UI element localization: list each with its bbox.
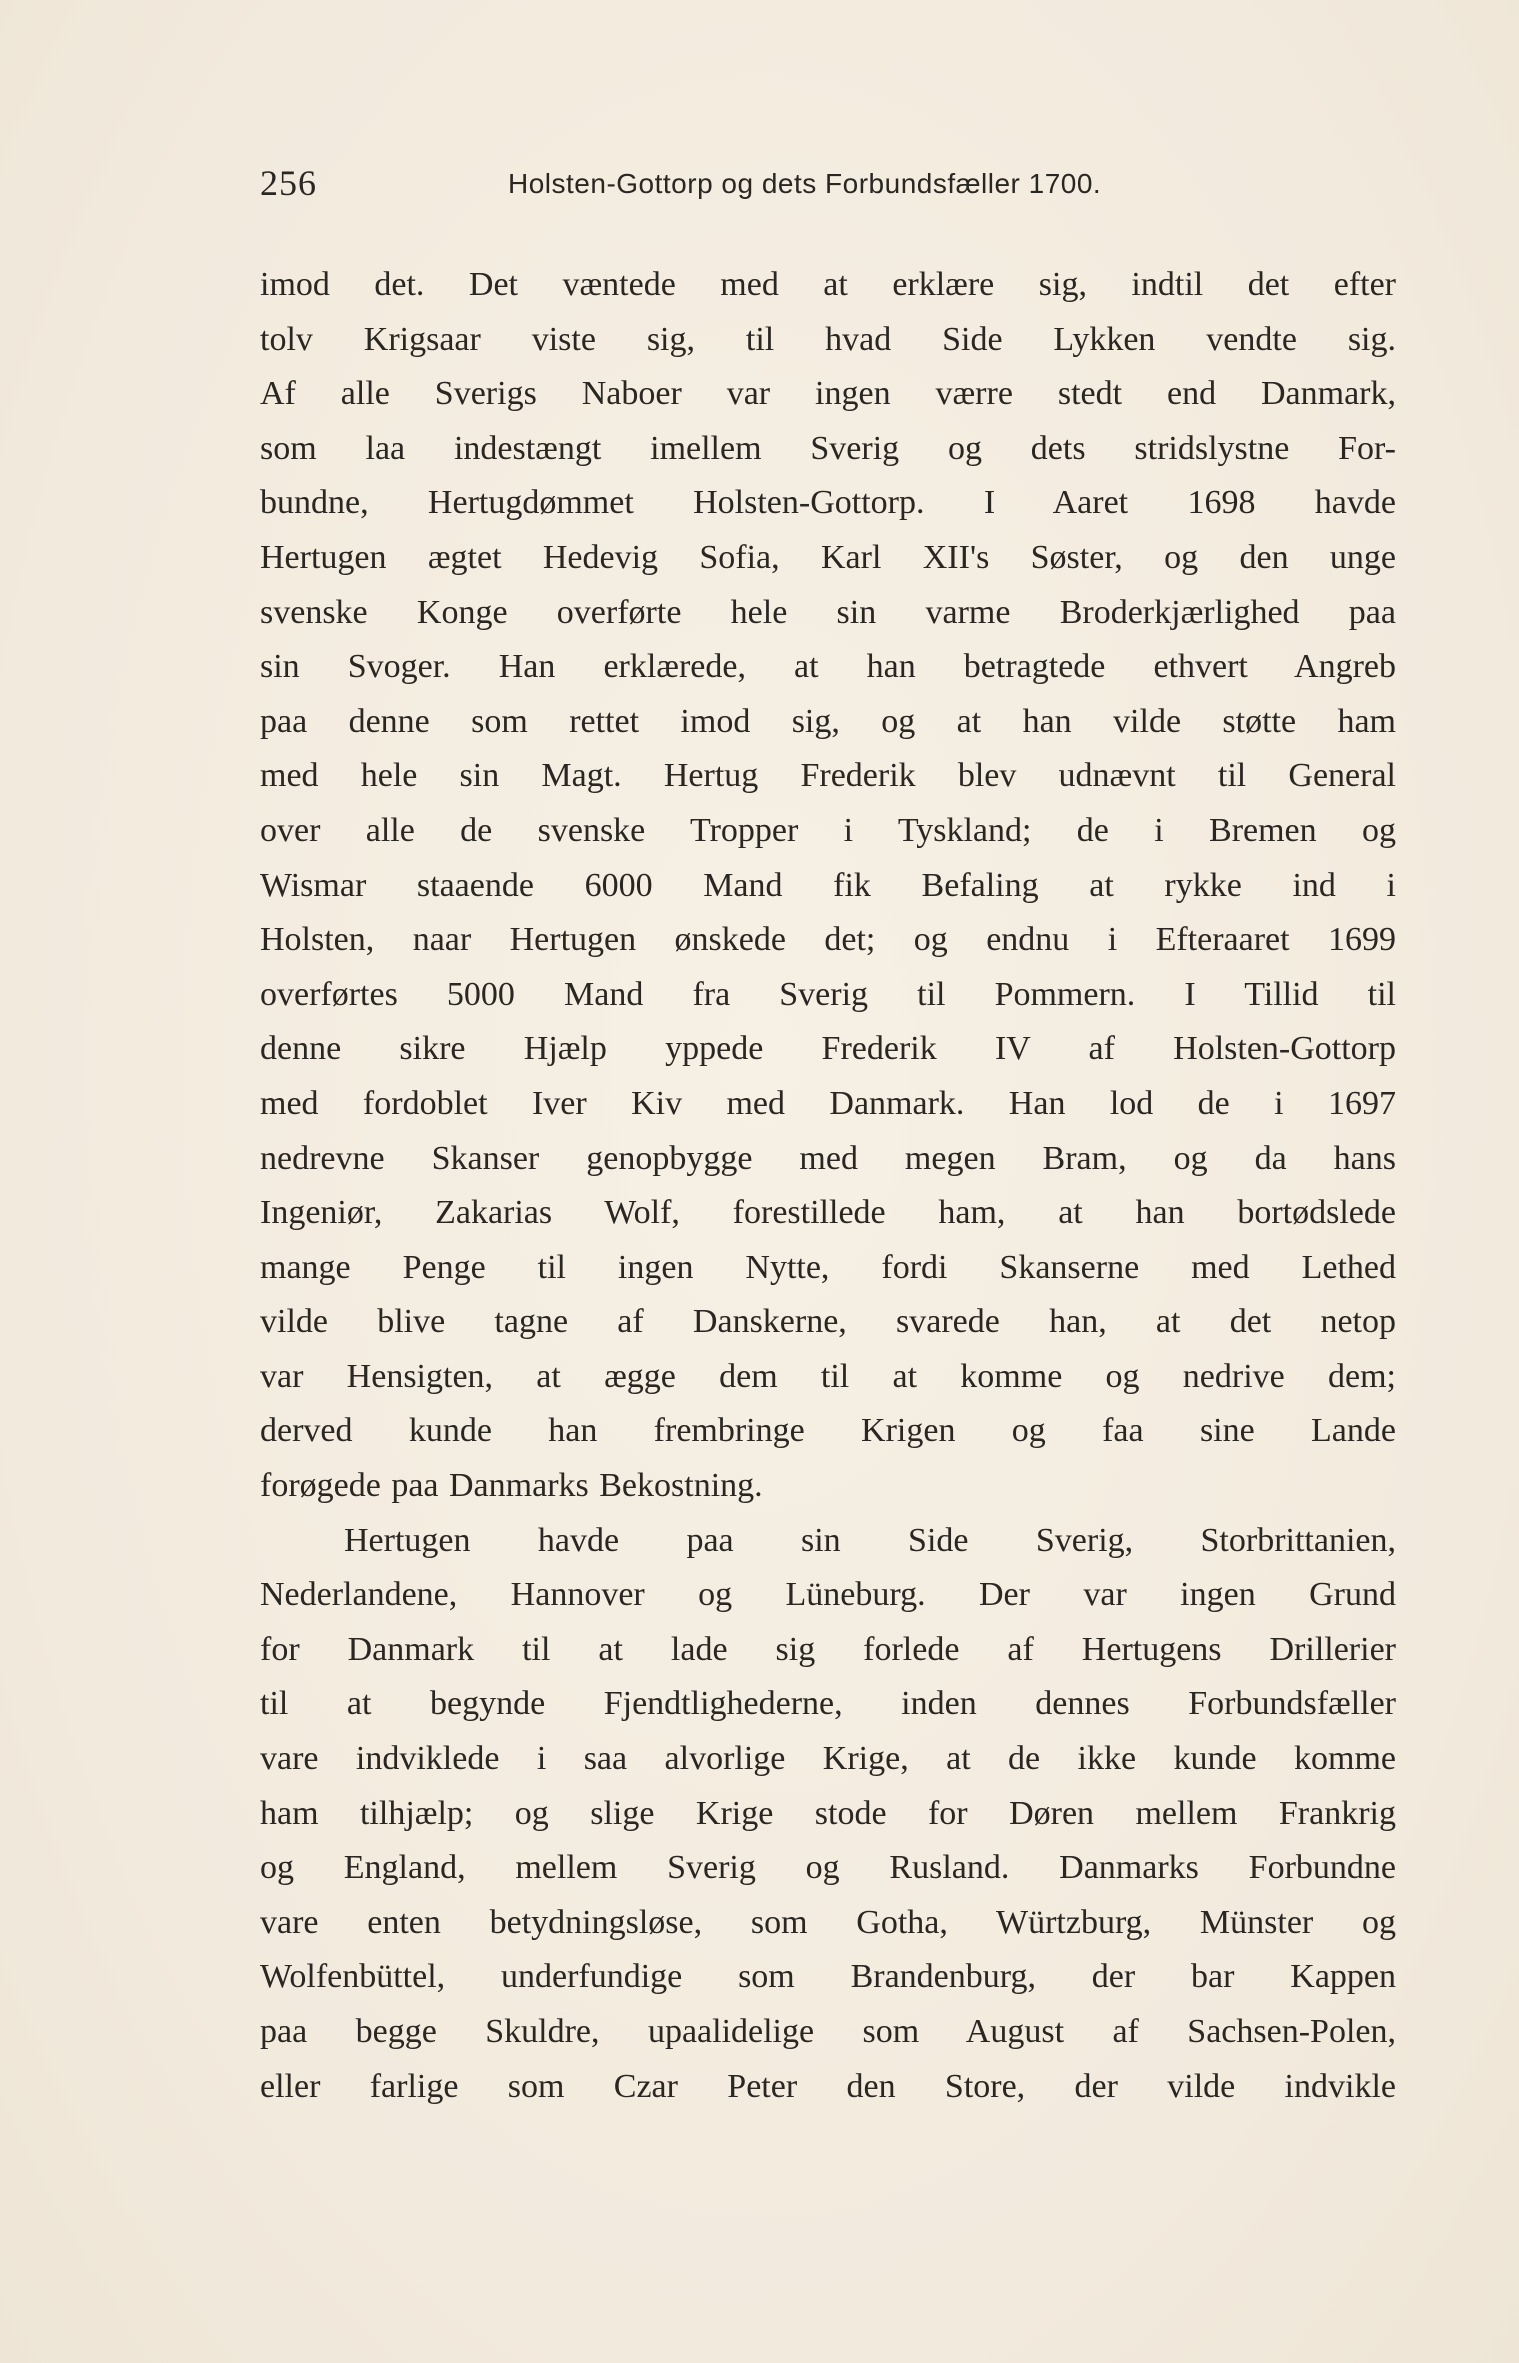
text-line: tolv Krigsaar viste sig, til hvad Side Lykken vendte sig. [260, 320, 1396, 358]
text-line: mange Penge til ingen Nytte, fordi Skanserne med Lethed [260, 1248, 1396, 1286]
text-line: med hele sin Magt. Hertug Frederik blev udnævnt til General [260, 757, 1396, 795]
text-line: vare enten betydningsløse, som Gotha, Würtzburg, Münster og [260, 1903, 1396, 1941]
text-line: paa begge Skuldre, upaalidelige som August af Sachsen-Polen, [260, 2013, 1396, 2050]
text-line: Af alle Sverigs Naboer var ingen værre stedt end Danmark, [260, 375, 1396, 413]
text-line: og England, mellem Sverig og Rusland. Danmarks Forbundne [260, 1849, 1396, 1887]
text-line: vare indviklede i saa alvorlige Krige, at de ikke kunde komme [260, 1740, 1396, 1778]
text-line: nedrevne Skanser genopbygge med megen Bram, og da hans [260, 1139, 1396, 1177]
running-head-title: Holsten-Gottorp og dets Forbundsfæller 1700. [508, 168, 1102, 199]
text-line: med fordoblet Iver Kiv med Danmark. Han lod de i 1697 [260, 1084, 1396, 1122]
paragraph-2 [260, 1514, 1396, 2115]
text-line: paa denne som rettet imod sig, og at han vilde støtte ham [260, 702, 1396, 740]
text-line: som laa indestængt imellem Sverig og dets stridslystne For- [260, 429, 1396, 467]
text-line: svenske Konge overførte hele sin varme Broderkjærlighed paa [260, 593, 1396, 631]
text-line: Hertugen ægtet Hedevig Sofia, Karl XII's Søster, og den unge [260, 538, 1396, 576]
paragraph-1 [260, 258, 1396, 1514]
text-line: overførtes 5000 Mand fra Sverig til Pommern. I Tillid til [260, 975, 1396, 1013]
text-line: denne sikre Hjælp yppede Frederik IV af Holsten-Gottorp [260, 1030, 1396, 1068]
page-number: 256 [260, 163, 317, 203]
text-line: imod det. Det væntede med at erklære sig, indtil det efter [260, 266, 1396, 303]
running-head [260, 162, 1180, 212]
text-line: bundne, Hertugdømmet Holsten-Gottorp. I Aaret 1698 havde [260, 484, 1396, 522]
text-line: Hertugen havde paa sin Side Sverig, Storbrittanien, [344, 1521, 1396, 1559]
text-line: forøgede paa Danmarks Bekostning. [260, 1467, 763, 1505]
text-line: derved kunde han frembringe Krigen og faa sine Lande [260, 1412, 1396, 1450]
body-text [260, 258, 1396, 2114]
text-line: eller farlige som Czar Peter den Store, der vilde indvikle [260, 2067, 1396, 2105]
text-line: Holsten, naar Hertugen ønskede det; og endnu i Efteraaret 1699 [260, 921, 1396, 959]
text-line: vilde blive tagne af Danskerne, svarede han, at det netop [260, 1303, 1396, 1341]
text-line: for Danmark til at lade sig forlede af Hertugens Drillerier [260, 1630, 1396, 1668]
text-line: Wolfenbüttel, underfundige som Brandenburg, der bar Kappen [260, 1958, 1396, 1996]
text-line: over alle de svenske Tropper i Tyskland; de i Bremen og [260, 811, 1396, 849]
text-line: til at begynde Fjendtlighederne, inden dennes Forbundsfæller [260, 1685, 1396, 1723]
text-line: Wismar staaende 6000 Mand fik Befaling at rykke ind i [260, 866, 1396, 904]
text-line: var Hensigten, at ægge dem til at komme og nedrive dem; [260, 1357, 1396, 1395]
text-line: ham tilhjælp; og slige Krige stode for Døren mellem Frankrig [260, 1794, 1396, 1832]
text-line: Ingeniør, Zakarias Wolf, forestillede ham, at han bortødslede [260, 1194, 1396, 1232]
text-line: sin Svoger. Han erklærede, at han betragtede ethvert Angreb [260, 648, 1396, 686]
text-line: Nederlandene, Hannover og Lüneburg. Der var ingen Grund [260, 1576, 1396, 1614]
